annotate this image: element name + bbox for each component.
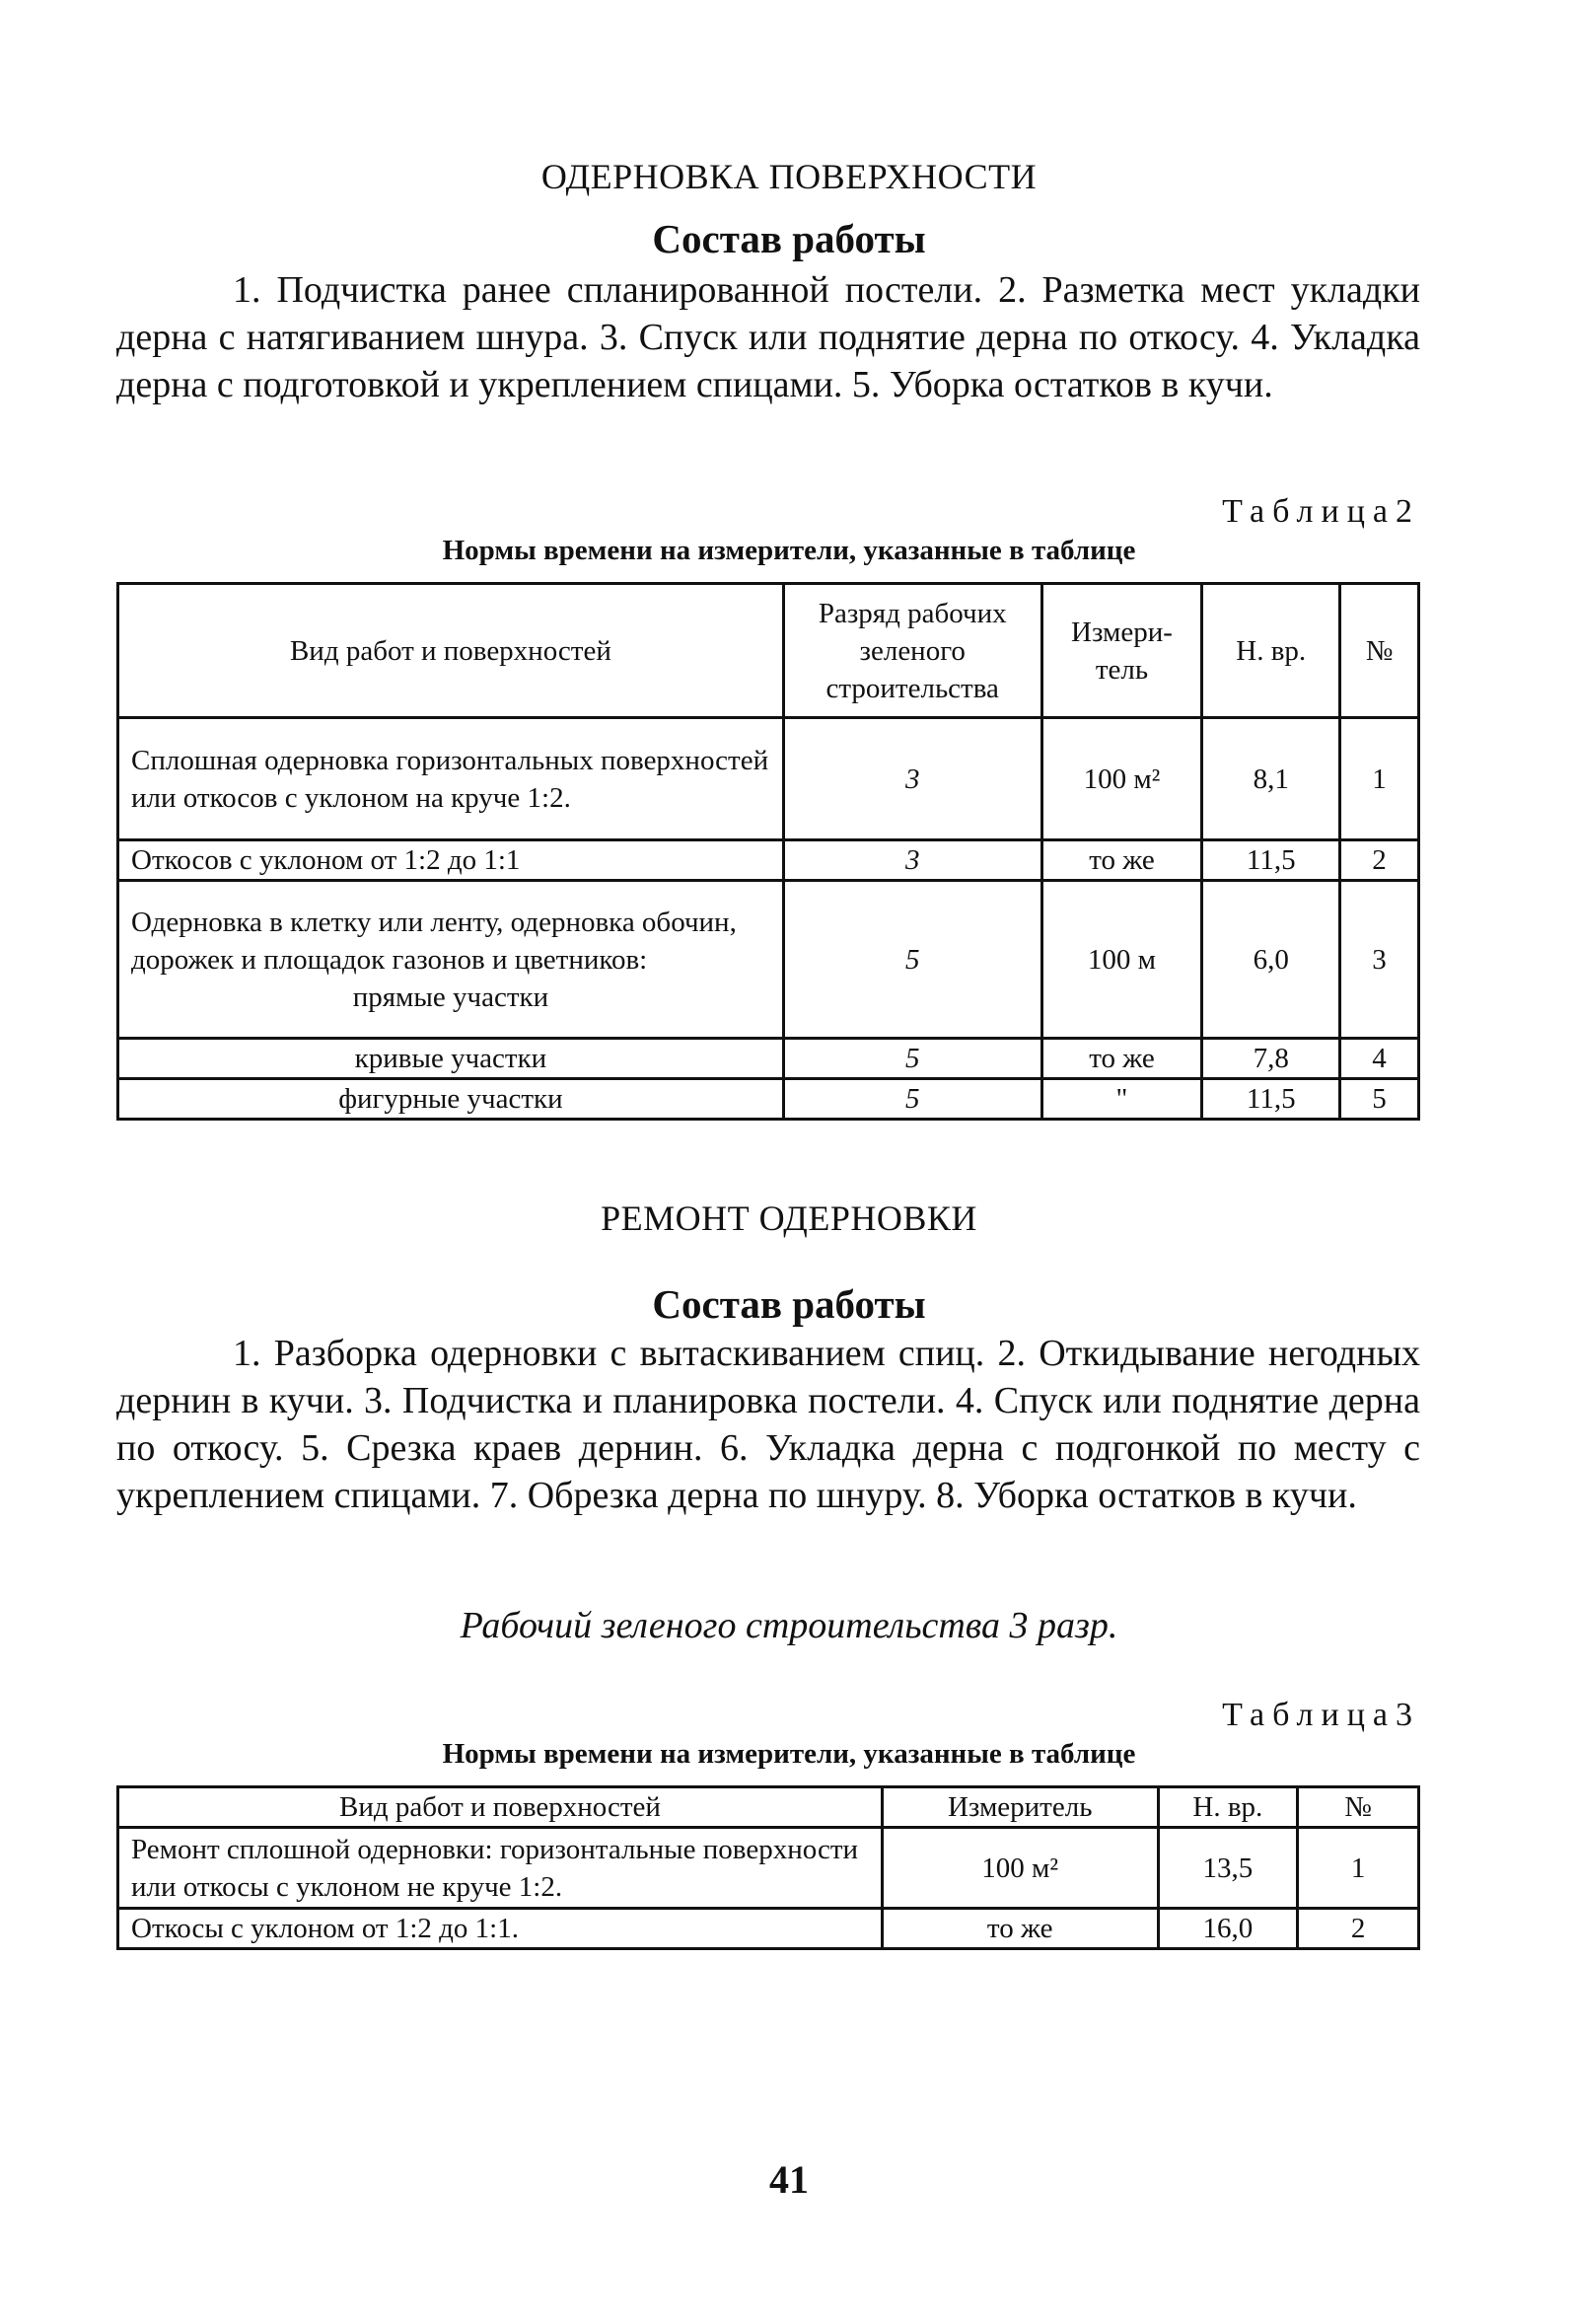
row-unit: 100 м² (882, 1828, 1158, 1909)
row-grade: 5 (783, 1039, 1041, 1079)
header-work-type: Вид работ и поверхностей (118, 1787, 883, 1828)
row-time-norm: 16,0 (1158, 1909, 1298, 1949)
row-time-norm: 7,8 (1202, 1039, 1340, 1079)
page-number: 41 (769, 2157, 809, 2202)
row-unit: то же (882, 1909, 1158, 1949)
row-grade: 5 (783, 881, 1041, 1039)
row-grade: 3 (783, 840, 1041, 881)
work-composition-text: 1. Подчистка ранее спланированной постели. 2. Разметка мест укладки дерна с натягиванием шнура. 3. Спуск или поднятие дерна по откосу. 4. Укладка дерна с подготовкой и укреплением спицами. 5. Уборка остатков в кучи. (116, 269, 1420, 405)
row-unit: то же (1041, 840, 1202, 881)
row-grade: 3 (783, 718, 1041, 840)
worker-grade-note: Рабочий зеленого строительства 3 разр. (460, 1605, 1118, 1646)
table-row (118, 1909, 1419, 1949)
table-row (118, 718, 1419, 840)
header-number: № (1298, 1787, 1419, 1828)
header-number: № (1340, 584, 1419, 718)
table-3-caption: Нормы времени на измерители, указанные в таблице (442, 1738, 1136, 1770)
table-2-header-row (118, 584, 1419, 718)
row-time-norm: 8,1 (1202, 718, 1340, 840)
section-title-sod-laying: ОДЕРНОВКА ПОВЕРХНОСТИ (540, 157, 1038, 196)
row-number: 5 (1340, 1079, 1419, 1120)
work-composition-heading: Состав работы (652, 216, 926, 261)
row-number: 4 (1340, 1039, 1419, 1079)
table-3-label: Таблица3 (1222, 1697, 1420, 1733)
row-number: 2 (1298, 1909, 1419, 1949)
table-3-header-row (118, 1787, 1419, 1828)
table-2-label: Таблица2 (1222, 493, 1420, 530)
table-row (118, 1039, 1419, 1079)
header-work-type: Вид работ и поверхностей (118, 584, 784, 718)
table-3 (116, 1785, 1420, 1950)
header-unit: Измери-тель (1041, 584, 1202, 718)
row-work-subtype: прямые участки (352, 980, 549, 1013)
row-work-type: фигурные участки (118, 1079, 784, 1120)
row-number: 1 (1340, 718, 1419, 840)
table-row (118, 881, 1419, 1039)
row-work-type: кривые участки (118, 1039, 784, 1079)
row-time-norm: 11,5 (1202, 1079, 1340, 1120)
table-row (118, 840, 1419, 881)
table-row (118, 1828, 1419, 1909)
row-grade: 5 (783, 1079, 1041, 1120)
header-time-norm: Н. вр. (1202, 584, 1340, 718)
row-work-type: Сплошная одерновка горизонтальных поверхностей или откосов с уклоном на круче 1:2. (118, 718, 784, 840)
row-time-norm: 11,5 (1202, 840, 1340, 881)
table-row (118, 1079, 1419, 1120)
table-2 (116, 582, 1420, 1121)
work-composition-text-2: 1. Разборка одерновки с вытаскиванием спиц. 2. Откидывание негодных дернин в кучи. 3. Подчистка и планировка постели. 4. Спуск или поднятие дерна по откосу. 5. Срезка краев дернин. 6. Укладка дерна с подгонкой по месту с укреплением спицами. 7. Обрезка дерна по шнуру. 8. Уборка остатков в кучи. (116, 1333, 1420, 1516)
row-unit: 100 м² (1041, 718, 1202, 840)
row-work-type-cell (118, 881, 784, 1039)
row-unit: " (1041, 1079, 1202, 1120)
header-time-norm: Н. вр. (1158, 1787, 1298, 1828)
header-unit: Измеритель (882, 1787, 1158, 1828)
row-work-type: Ремонт сплошной одерновки: горизонтальные поверхности или откосы с уклоном не круче 1:2. (118, 1828, 883, 1909)
row-work-type: Откосов с уклоном от 1:2 до 1:1 (118, 840, 784, 881)
row-unit: то же (1041, 1039, 1202, 1079)
row-work-type: Одерновка в клетку или ленту, одерновка обочин, дорожек и площадок газонов и цветников: (131, 906, 737, 976)
row-unit: 100 м (1041, 881, 1202, 1039)
row-number: 3 (1340, 881, 1419, 1039)
header-worker-grade: Разряд рабочих зеленого строительства (783, 584, 1041, 718)
row-work-type: Откосы с уклоном от 1:2 до 1:1. (118, 1909, 883, 1949)
row-time-norm: 13,5 (1158, 1828, 1298, 1909)
work-composition-heading-2: Состав работы (652, 1281, 926, 1327)
section-title-sod-repair: РЕМОНТ ОДЕРНОВКИ (601, 1198, 977, 1238)
row-time-norm: 6,0 (1202, 881, 1340, 1039)
row-number: 1 (1298, 1828, 1419, 1909)
row-number: 2 (1340, 840, 1419, 881)
table-2-caption: Нормы времени на измерители, указанные в таблице (442, 535, 1136, 566)
